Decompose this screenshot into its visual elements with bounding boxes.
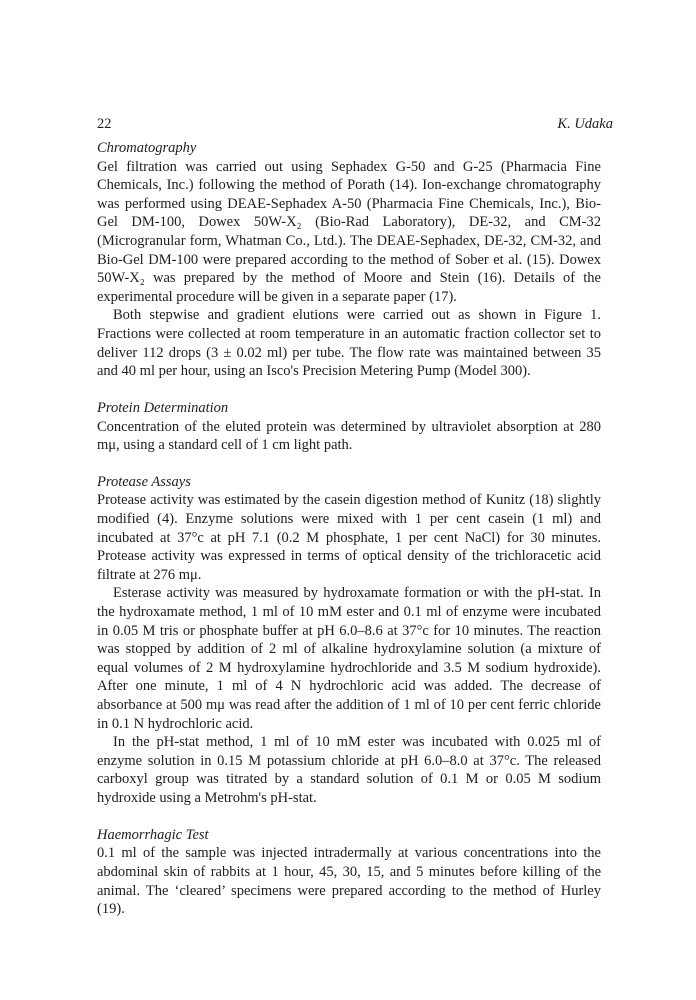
section-chromatography [97,139,601,381]
section-protease-assays [97,473,601,808]
section-heading: Protein Determination [97,399,229,416]
running-author: K. Udaka [557,116,613,132]
paragraph: Both stepwise and gradient elutions were carried out as shown in Figure 1. Fractions were collected at room temperature in an automatic fraction collector set to deliver 112 drops (3 ± 0.02 ml) per tube. The flow rate was maintained between 35 and 40 ml per hour, using an Isco's Precision Metering Pump (Model 300). [97,307,601,380]
paragraph: Esterase activity was measured by hydroxamate formation or with the pH-stat. In the hydroxamate method, 1 ml of 10 mM ester and 0.1 ml of enzyme were incubated in 0.05 M tris or phosphate buffer at pH 6.0–8.6 at 37°c for 10 minutes. The reaction was stopped by addition of 2 ml of alkaline hydroxylamine solution (a mixture of equal volumes of 2 M hydroxylamine hydrochloride and 3.5 M sodium hydroxide). After one minute, 1 ml of 4 N hydrochloric acid was added. The decrease of absorbance at 500 mμ was read after the addition of 1 ml of 10 per cent ferric chloride in 0.1 N hydrochloric acid. [97,585,601,732]
section-protein-determination [97,399,601,455]
paragraph: Protease activity was estimated by the casein digestion method of Kunitz (18) slightly modified (4). Enzyme solutions were mixed with 1 per cent casein (1 ml) and incubated at 37°c at pH 7.1 (0.2 M phosphate, 1 per cent NaCl) for 30 minutes. Protease activity was expressed in terms of optical density of the trichloracetic acid filtrate at 276 mμ. [97,492,601,583]
section-heading: Haemorrhagic Test [97,826,209,843]
section-heading: Chromatography [97,140,197,156]
paragraph: Gel filtration was carried out using Sephadex G-50 and G-25 (Pharmacia Fine Chemicals, Inc.) following the method of Porath (14). Ion-exchange chromatography was performed using DEAE-Sephadex A-50 (Pharmacia Fine Chemicals, Inc.), Bio-Gel DM-100, Dowex 50W-X₂ (Bio-Rad Laboratory), DE-32, and CM-32 (Microgranular form, Whatman Co., Ltd.). The DEAE-Sephadex, DE-32, CM-32, and Bio-Gel DM-100 were prepared according to the method of Sober et al. (15). Dowex 50W-X₂ was prepared by the method of Moore and Stein (16). Details of the experimental procedure will be given in a separate paper (17). [97,158,601,305]
section-haemorrhagic-test [97,826,601,919]
section-heading: Protease Assays [97,473,191,490]
running-header [97,116,613,136]
paragraph: Concentration of the eluted protein was determined by ultraviolet absorption at 280 mμ, using a standard cell of 1 cm light path. [97,418,601,454]
page-number: 22 [97,116,112,132]
paragraph: In the pH-stat method, 1 ml of 10 mM ester was incubated with 0.025 ml of enzyme solution in 0.15 M potassium chloride at pH 6.0–8.0 at 37°c. The released carboxyl group was titrated by a standard solution of 0.1 M or 0.05 M sodium hydroxide using a Metrohm's pH-stat. [97,734,601,806]
page-body [97,139,601,919]
paragraph: 0.1 ml of the sample was injected intradermally at various concentrations into the abdominal skin of rabbits at 1 hour, 45, 30, 15, and 5 minutes before killing of the animal. The ‘cleared’ specimens were prepared according to the method of Hurley (19). [97,845,601,918]
